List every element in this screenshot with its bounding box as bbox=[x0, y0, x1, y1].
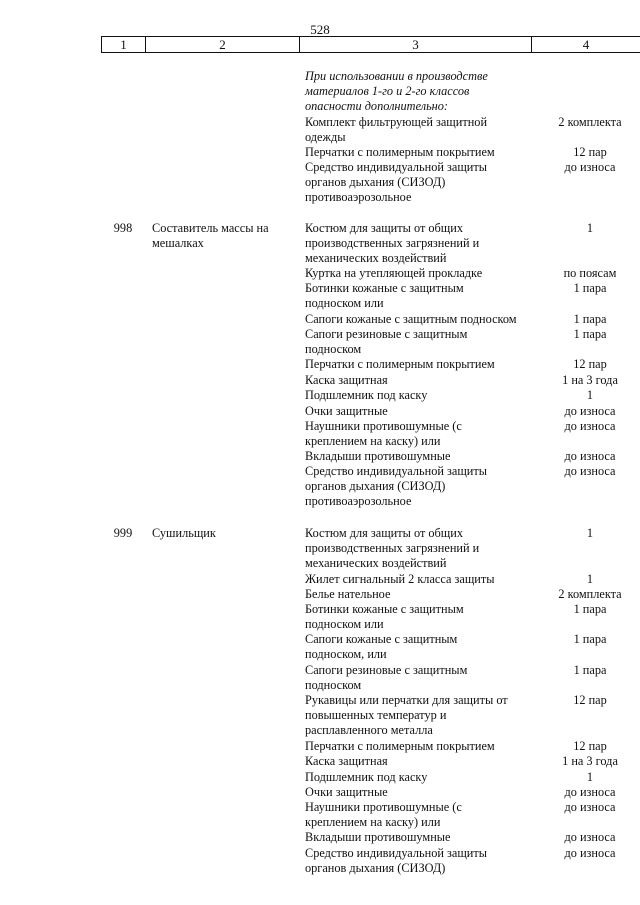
item-name: Подшлемник под каску bbox=[305, 770, 428, 784]
item-qty: 1 пара bbox=[573, 663, 607, 677]
item-name: Средство индивидуальной защиты органов дыхания (СИЗОД) bbox=[305, 846, 488, 876]
item-qty: до износа bbox=[564, 846, 616, 860]
item-qty: 1 на 3 года bbox=[562, 754, 618, 768]
item-qty: 12 пар bbox=[573, 693, 607, 707]
item-name: Ботинки кожаные с защитным подноском или bbox=[305, 602, 464, 632]
item-name: Средство индивидуальной защиты органов дыхания (СИЗОД) противоаэрозольное bbox=[305, 160, 488, 205]
item-qty: до износа bbox=[564, 419, 616, 433]
item-qty: 12 пар bbox=[573, 145, 607, 159]
item-name: Сапоги кожаные с защитным подноском bbox=[305, 312, 517, 326]
item-qty: 1 пара bbox=[573, 327, 607, 341]
header-col-1: 1 bbox=[102, 37, 146, 52]
item-name: Комплект фильтрующей защитной одежды bbox=[305, 115, 488, 145]
item-qty: до износа bbox=[564, 785, 616, 799]
item-name: Белье нательное bbox=[305, 587, 391, 601]
item-qty: 12 пар bbox=[573, 739, 607, 753]
item-name: Перчатки с полимерным покрытием bbox=[305, 145, 495, 159]
header-col-3: 3 bbox=[300, 37, 532, 52]
item-qty: 1 bbox=[586, 221, 594, 235]
profession-name: Составитель массы на мешалках bbox=[152, 221, 269, 251]
intro-note: При использовании в производстве материалов 1-го и 2-го классов опасности дополнительно: bbox=[305, 69, 488, 114]
row-number: 998 bbox=[113, 221, 133, 235]
page-number: 528 bbox=[310, 22, 330, 37]
item-qty: до износа bbox=[564, 464, 616, 478]
item-name: Перчатки с полимерным покрытием bbox=[305, 739, 495, 753]
item-qty: до износа bbox=[564, 404, 616, 418]
item-qty: 1 пара bbox=[573, 632, 607, 646]
item-name: Наушники противошумные (с креплением на каску) или bbox=[305, 800, 462, 830]
item-qty: до износа bbox=[564, 830, 616, 844]
item-name: Очки защитные bbox=[305, 404, 388, 418]
item-qty: до износа bbox=[564, 800, 616, 814]
item-name: Сапоги резиновые с защитным подноском bbox=[305, 327, 468, 357]
item-name: Средство индивидуальной защиты органов дыхания (СИЗОД) противоаэрозольное bbox=[305, 464, 488, 509]
item-qty: 1 пара bbox=[573, 312, 607, 326]
row-number: 999 bbox=[113, 526, 133, 540]
item-name: Куртка на утепляющей прокладке bbox=[305, 266, 483, 280]
table-header bbox=[101, 36, 640, 53]
item-qty: 1 пара bbox=[573, 602, 607, 616]
item-qty: 1 bbox=[586, 572, 594, 586]
item-name: Сапоги резиновые с защитным подноском bbox=[305, 663, 468, 693]
item-qty: 1 пара bbox=[573, 281, 607, 295]
item-name: Жилет сигнальный 2 класса защиты bbox=[305, 572, 495, 586]
item-name: Каска защитная bbox=[305, 373, 388, 387]
item-name: Вкладыши противошумные bbox=[305, 449, 451, 463]
item-name: Подшлемник под каску bbox=[305, 388, 428, 402]
item-qty: 1 bbox=[586, 770, 594, 784]
item-qty: 2 комплекта bbox=[558, 587, 622, 601]
item-qty: 2 комплекта bbox=[558, 115, 622, 129]
item-qty: 1 bbox=[586, 526, 594, 540]
item-qty: 1 bbox=[586, 388, 594, 402]
header-col-2: 2 bbox=[146, 37, 300, 52]
item-name: Очки защитные bbox=[305, 785, 388, 799]
item-name: Ботинки кожаные с защитным подноском или bbox=[305, 281, 464, 311]
item-name: Наушники противошумные (с креплением на каску) или bbox=[305, 419, 462, 449]
profession-name: Сушильщик bbox=[152, 526, 216, 540]
item-name: Костюм для защиты от общих производственных загрязнений и механических воздействий bbox=[305, 221, 480, 266]
item-qty: по поясам bbox=[563, 266, 617, 280]
item-name: Сапоги кожаные с защитным подноском, или bbox=[305, 632, 458, 662]
item-qty: до износа bbox=[564, 160, 616, 174]
item-name: Каска защитная bbox=[305, 754, 388, 768]
item-name: Рукавицы или перчатки для защиты от повышенных температур и расплавленного металла bbox=[305, 693, 508, 738]
item-qty: до износа bbox=[564, 449, 616, 463]
item-qty: 1 на 3 года bbox=[562, 373, 618, 387]
item-name: Перчатки с полимерным покрытием bbox=[305, 357, 495, 371]
item-qty: 12 пар bbox=[573, 357, 607, 371]
item-name: Костюм для защиты от общих производственных загрязнений и механических воздействий bbox=[305, 526, 480, 571]
header-col-4: 4 bbox=[582, 37, 590, 52]
item-name: Вкладыши противошумные bbox=[305, 830, 451, 844]
